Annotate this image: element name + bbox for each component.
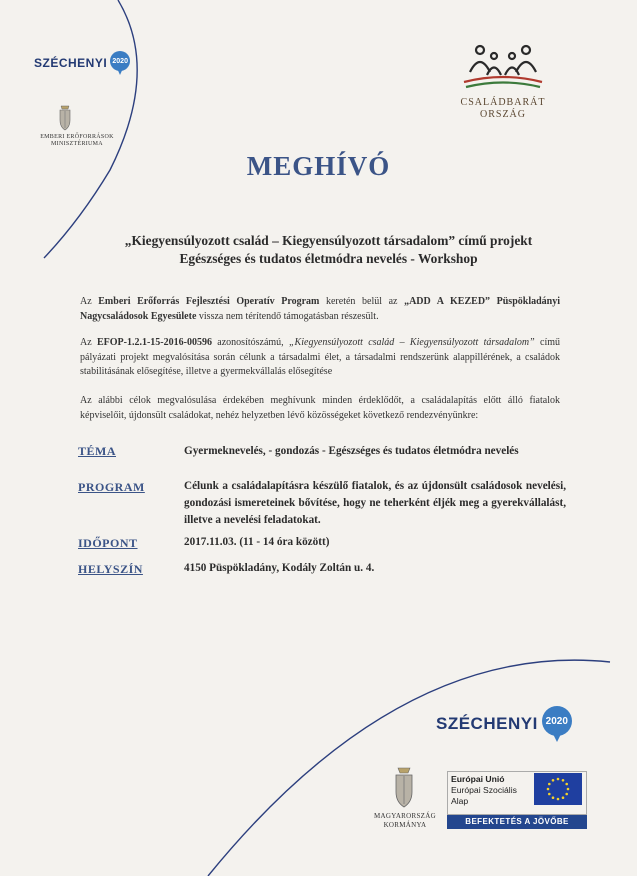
hungarian-crest-icon bbox=[57, 105, 73, 131]
invest-banner: BEFEKTETÉS A JÖVŐBE bbox=[447, 815, 587, 829]
szechenyi-pin-icon-bottom: 2020 bbox=[542, 706, 572, 742]
detail-value-helyszin: 4150 Püspökladány, Kodály Zoltán u. 4. bbox=[184, 562, 375, 574]
government-crest-icon bbox=[392, 766, 416, 808]
detail-label-helyszin: HELYSZÍN bbox=[78, 562, 143, 576]
project-title-line2: Egészséges és tudatos életmódra nevelés - Workshop bbox=[179, 251, 478, 266]
detail-label-idopont: IDŐPONT bbox=[78, 536, 138, 550]
ministry-name: EMBERI ERŐFORRÁSOK MINISZTÉRIUMA bbox=[40, 134, 114, 147]
intro-paragraph: Az Emberi Erőforrás Fejlesztési Operatív Program keretén belül az „ADD A KEZED” Püspökladányi Nagycsaládosok Egyesülete vissza nem térítendő támogatásban részesült. bbox=[80, 296, 560, 322]
project-name-italic: „Kiegyensúlyozott család – Kiegyensúlyozott társadalom” bbox=[289, 337, 535, 348]
szechenyi-pin-icon: 2020 bbox=[110, 51, 130, 75]
szechenyi-logo-top bbox=[34, 51, 130, 75]
project-paragraph: Az EFOP-1.2.1-15-2016-00596 azonosítószámú, „Kiegyensúlyozott család – Kiegyensúlyozott társadalom” című pályázati projekt megvalósítása során célunk a társadalmi élet, a társadalmi rendszerünk alappillérének, a családok stabilitásának elősegítése, illetve a gyermekvállalás elősegítése bbox=[80, 337, 561, 377]
page-title: MEGHÍVÓ bbox=[246, 151, 391, 181]
government-name: MAGYARORSZÁG KORMÁNYA bbox=[374, 812, 436, 829]
detail-label-program: PROGRAM bbox=[78, 480, 145, 494]
eu-flag-icon bbox=[534, 773, 582, 805]
family-people-icon bbox=[458, 42, 548, 94]
szechenyi-logo-bottom bbox=[436, 706, 572, 742]
eu-text bbox=[451, 774, 517, 807]
detail-value-tema: Gyermeknevelés, - gondozás - Egészséges és tudatos életmódra nevelés bbox=[184, 445, 519, 457]
detail-value-idopont: 2017.11.03. (11 - 14 óra között) bbox=[184, 536, 330, 548]
eu-line3: Alap bbox=[451, 796, 469, 806]
family-logo-line1: CSALÁDBARÁT bbox=[460, 97, 546, 108]
project-title-line1: „Kiegyensúlyozott család – Kiegyensúlyozott társadalom” című projekt bbox=[124, 233, 533, 248]
family-logo-text bbox=[448, 97, 558, 121]
family-logo-line2: ORSZÁG bbox=[479, 109, 526, 120]
eu-line1: Európai Unió bbox=[451, 774, 505, 784]
project-id: EFOP-1.2.1-15-2016-00596 bbox=[96, 337, 212, 348]
detail-label-tema: TÉMA bbox=[78, 444, 116, 458]
project-title bbox=[60, 232, 597, 268]
eu-line2: Európai Szociális bbox=[451, 785, 517, 795]
program-name: Emberi Erőforrás Fejlesztési Operatív Program bbox=[98, 296, 320, 307]
szechenyi-label: SZÉCHENYI bbox=[34, 56, 108, 70]
detail-value-program: Célunk a családalapításra készülő fiatalok, és az újdonsült családosok nevelési, gondozási ismereteinek bővítése, hogy ne teherként éljék meg a gyerekvállalást, illetve a nevelési feladatokat. bbox=[184, 480, 566, 526]
szechenyi-label-bottom: SZÉCHENYI bbox=[436, 714, 538, 733]
association-name: „ADD A KEZED” Püspökladányi Nagycsaládosok Egyesülete bbox=[80, 296, 560, 322]
invitation-paragraph: Az alábbi célok megvalósulása érdekében meghívunk minden érdeklődőt, a családalapítás előtt álló fiatalok képviselőit, újdonsült családokat, nehéz helyzetben lévő közösségeket következő rendezvényünkre: bbox=[80, 395, 560, 421]
